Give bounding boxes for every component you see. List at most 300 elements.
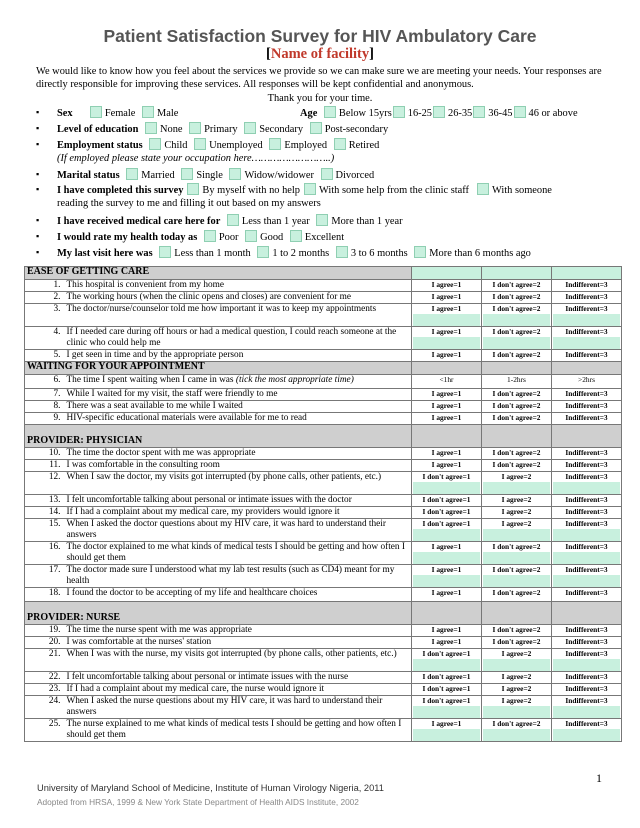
survey-question-row xyxy=(25,292,622,304)
section-title: PROVIDER: PHYSICIAN xyxy=(25,425,412,448)
question-text-cell xyxy=(65,327,412,350)
question-number: 18. xyxy=(25,588,65,602)
answer-option-cell[interactable] xyxy=(482,460,552,472)
answer-option-cell[interactable] xyxy=(412,413,482,425)
employment-label: Employment status xyxy=(57,140,143,151)
checkbox-employment-retired[interactable] xyxy=(334,138,346,150)
question-text: I was comfortable at the nurses' station xyxy=(66,637,212,647)
answer-option-cell[interactable] xyxy=(552,684,622,696)
answer-tick-box[interactable] xyxy=(553,337,620,349)
answer-option-cell[interactable] xyxy=(552,401,622,413)
answer-option-cell[interactable] xyxy=(552,304,622,327)
checkbox-employment-child[interactable] xyxy=(149,138,161,150)
checkbox-marital-divorced[interactable] xyxy=(321,168,333,180)
answer-option-label: I agree=1 xyxy=(431,637,462,646)
answer-tick-box[interactable] xyxy=(413,659,480,671)
answer-option-cell[interactable] xyxy=(482,542,552,565)
question-text: When I saw the doctor, my visits got interrupted (by phone calls, other patients, etc.) xyxy=(66,472,382,482)
answer-option-cell[interactable] xyxy=(552,413,622,425)
answer-tick-box[interactable] xyxy=(413,729,480,741)
checkbox-age-16-25[interactable] xyxy=(393,106,405,118)
question-text-cell xyxy=(65,672,412,684)
answer-option-cell[interactable] xyxy=(552,327,622,350)
answer-option-cell[interactable] xyxy=(412,495,482,507)
question-text: The time the nurse spent with me was appropriate xyxy=(66,625,252,635)
answer-tick-box[interactable] xyxy=(553,314,620,326)
answer-tick-box[interactable] xyxy=(413,575,480,587)
answer-option-cell[interactable] xyxy=(482,649,552,672)
intro-text: We would like to know how you feel about the services we provide so we can make sure we are meeting your needs. Your responses are directly responsible for improving these services. All responses will be kept confidential and anonymous. xyxy=(36,66,602,90)
section-header-cell xyxy=(482,425,552,448)
answer-option-cell[interactable] xyxy=(482,637,552,649)
answer-option-label: I agree=1 xyxy=(431,350,462,359)
answer-option-cell[interactable] xyxy=(412,696,482,719)
answer-option-label: I agree=1 xyxy=(431,292,462,301)
answer-option-label: I agree=2 xyxy=(501,495,532,504)
checkbox-health-poor[interactable] xyxy=(204,230,216,242)
answer-option-cell[interactable] xyxy=(552,565,622,588)
question-text: This hospital is convenient from my home xyxy=(66,280,225,290)
answer-option-cell[interactable] xyxy=(482,304,552,327)
option-age-36-45: 36-45 xyxy=(488,108,513,119)
footer-institution: University of Maryland School of Medicine, Institute of Human Virology Nigeria, 2011 xyxy=(37,783,384,793)
answer-option-cell[interactable] xyxy=(552,542,622,565)
answer-option-cell[interactable] xyxy=(552,588,622,602)
checkbox-education-post-secondary[interactable] xyxy=(310,122,322,134)
question-text-cell xyxy=(65,637,412,649)
answer-option-label: I agree=1 xyxy=(431,401,462,410)
survey-question-row xyxy=(25,637,622,649)
checkbox-health-excellent[interactable] xyxy=(290,230,302,242)
section-header-cell xyxy=(412,602,482,625)
bullet-icon: ▪ xyxy=(36,215,40,225)
section-title: PROVIDER: NURSE xyxy=(25,602,412,625)
answer-tick-box[interactable] xyxy=(483,529,550,541)
question-text-cell xyxy=(65,684,412,696)
survey-question-row xyxy=(25,280,622,292)
answer-option-label: I don't agree=2 xyxy=(492,280,541,289)
answer-option-cell[interactable] xyxy=(482,684,552,696)
answer-option-label: Indifferent=3 xyxy=(565,472,608,481)
facility-placeholder: Name of facility xyxy=(270,46,370,62)
answer-option-label: I don't agree=1 xyxy=(422,684,471,693)
checkbox-education-secondary[interactable] xyxy=(244,122,256,134)
answer-option-label: I don't agree=2 xyxy=(492,719,541,728)
facility-name xyxy=(0,46,640,63)
education-label: Level of education xyxy=(57,124,139,135)
question-text-cell xyxy=(65,565,412,588)
answer-option-cell[interactable] xyxy=(412,350,482,362)
survey-question-row xyxy=(25,350,622,362)
option-completed-staff-help: With some help from the clinic staff xyxy=(318,185,469,196)
answer-option-cell[interactable] xyxy=(412,542,482,565)
survey-question-row xyxy=(25,519,622,542)
answer-option-cell[interactable] xyxy=(482,292,552,304)
answer-option-label: I agree=1 xyxy=(431,719,462,728)
option-care-less-1-year: Less than 1 year xyxy=(241,216,310,227)
question-text: The working hours (when the clinic opens and closes) are convenient for me xyxy=(66,292,351,302)
checkbox-care-more-1-year[interactable] xyxy=(316,214,328,226)
answer-option-cell[interactable] xyxy=(552,292,622,304)
checkbox-education-none[interactable] xyxy=(145,122,157,134)
bullet-icon: ▪ xyxy=(36,184,40,194)
question-text-cell xyxy=(65,472,412,495)
question-number: 14. xyxy=(25,507,65,519)
answer-option-cell[interactable] xyxy=(552,460,622,472)
answer-option-label: I don't agree=1 xyxy=(422,696,471,705)
question-text-cell xyxy=(65,292,412,304)
answer-option-label: Indifferent=3 xyxy=(565,542,608,551)
answer-option-cell[interactable] xyxy=(412,684,482,696)
answer-option-label: Indifferent=3 xyxy=(565,327,608,336)
option-age-16-25: 16-25 xyxy=(407,108,432,119)
answer-option-label: I agree=2 xyxy=(501,507,532,516)
survey-table xyxy=(24,266,622,742)
option-visit-less-1-month: Less than 1 month xyxy=(174,248,251,259)
answer-option-cell[interactable] xyxy=(412,375,482,389)
answer-option-label: I don't agree=2 xyxy=(492,413,541,422)
answer-option-cell[interactable] xyxy=(482,389,552,401)
answer-tick-box[interactable] xyxy=(483,552,550,564)
answer-option-label: I don't agree=2 xyxy=(492,350,541,359)
survey-question-row xyxy=(25,413,622,425)
option-visit-3-6-months: 3 to 6 months xyxy=(350,248,408,259)
question-text: While I waited for my visit, the staff were friendly to me xyxy=(66,389,278,399)
answer-option-cell[interactable] xyxy=(412,565,482,588)
checkbox-visit-less-1-month[interactable] xyxy=(159,246,171,258)
answer-option-cell[interactable] xyxy=(412,672,482,684)
answer-option-cell[interactable] xyxy=(412,292,482,304)
answer-option-label: I don't agree=2 xyxy=(492,588,541,597)
answer-option-cell[interactable] xyxy=(412,625,482,637)
question-text-cell xyxy=(65,460,412,472)
checkbox-visit-1-2-months[interactable] xyxy=(257,246,269,258)
question-text-cell xyxy=(65,350,412,362)
answer-option-cell[interactable] xyxy=(552,389,622,401)
section-header-cell xyxy=(552,602,622,625)
question-text: I get seen in time and by the appropriate person xyxy=(66,350,244,360)
answer-option-label: Indifferent=3 xyxy=(565,350,608,359)
option-employment-employed: Employed xyxy=(284,140,328,151)
answer-tick-box[interactable] xyxy=(413,314,480,326)
checkbox-education-primary[interactable] xyxy=(189,122,201,134)
section-header-cell xyxy=(552,362,622,375)
answer-option-label: I agree=1 xyxy=(431,625,462,634)
answer-option-cell[interactable] xyxy=(412,389,482,401)
answer-option-cell[interactable] xyxy=(482,401,552,413)
section-header xyxy=(25,602,622,625)
answer-option-cell[interactable] xyxy=(412,649,482,672)
checkbox-age-26-35[interactable] xyxy=(433,106,445,118)
answer-option-label: I don't agree=1 xyxy=(422,649,471,658)
answer-option-cell[interactable] xyxy=(482,507,552,519)
checkbox-age-below-15[interactable] xyxy=(324,106,336,118)
answer-option-label: I agree=1 xyxy=(431,460,462,469)
answer-tick-box[interactable] xyxy=(553,552,620,564)
marital-label: Marital status xyxy=(57,170,120,181)
bullet-icon: ▪ xyxy=(36,169,40,179)
checkbox-visit-3-6-months[interactable] xyxy=(336,246,348,258)
answer-option-cell[interactable] xyxy=(552,696,622,719)
question-number: 11. xyxy=(25,460,65,472)
question-text: I felt uncomfortable talking about personal or intimate issues with the nurse xyxy=(66,672,349,682)
question-text-cell xyxy=(65,588,412,602)
answer-option-cell[interactable] xyxy=(482,625,552,637)
answer-option-cell[interactable] xyxy=(482,565,552,588)
answer-option-cell[interactable] xyxy=(482,696,552,719)
question-number: 9. xyxy=(25,413,65,425)
answer-option-label: Indifferent=3 xyxy=(565,637,608,646)
answer-option-label: I agree=1 xyxy=(431,389,462,398)
answer-option-label: I don't agree=2 xyxy=(492,327,541,336)
answer-option-cell[interactable] xyxy=(552,519,622,542)
last-visit-label: My last visit here was xyxy=(57,248,153,259)
section-header xyxy=(25,362,622,375)
completed-label: I have completed this survey xyxy=(57,185,184,196)
question-number: 13. xyxy=(25,495,65,507)
answer-option-label: >2hrs xyxy=(578,375,595,384)
answer-option-cell[interactable] xyxy=(412,637,482,649)
question-text-cell xyxy=(65,304,412,327)
answer-option-label: Indifferent=3 xyxy=(565,684,608,693)
checkbox-employment-unemployed[interactable] xyxy=(194,138,206,150)
checkbox-male[interactable] xyxy=(142,106,154,118)
answer-option-label: Indifferent=3 xyxy=(565,448,608,457)
answer-tick-box[interactable] xyxy=(483,659,550,671)
checkbox-female[interactable] xyxy=(90,106,102,118)
answer-option-label: I don't agree=1 xyxy=(422,672,471,681)
answer-tick-box[interactable] xyxy=(483,706,550,718)
answer-option-cell[interactable] xyxy=(482,719,552,742)
answer-option-cell[interactable] xyxy=(552,472,622,495)
survey-question-row xyxy=(25,304,622,327)
option-age-46-above: 46 or above xyxy=(528,108,578,119)
option-male: Male xyxy=(157,108,179,119)
answer-option-cell[interactable] xyxy=(482,375,552,389)
checkbox-health-good[interactable] xyxy=(245,230,257,242)
answer-tick-box[interactable] xyxy=(483,314,550,326)
answer-option-cell[interactable] xyxy=(412,327,482,350)
option-age-26-35: 26-35 xyxy=(448,108,473,119)
survey-question-row xyxy=(25,542,622,565)
answer-option-label: I don't agree=1 xyxy=(422,519,471,528)
section-title: EASE OF GETTING CARE xyxy=(25,267,412,280)
answer-option-cell[interactable] xyxy=(552,350,622,362)
answer-tick-box[interactable] xyxy=(413,552,480,564)
answer-tick-box[interactable] xyxy=(413,529,480,541)
answer-option-cell[interactable] xyxy=(412,472,482,495)
option-education-none: None xyxy=(160,124,183,135)
answer-option-label: I don't agree=2 xyxy=(492,292,541,301)
question-text-cell xyxy=(65,519,412,542)
question-note: (tick the most appropriate time) xyxy=(235,375,354,385)
checkbox-care-less-1-year[interactable] xyxy=(227,214,239,226)
checkbox-marital-married[interactable] xyxy=(126,168,138,180)
bullet-icon: ▪ xyxy=(36,231,40,241)
answer-option-cell[interactable] xyxy=(552,375,622,389)
answer-option-cell[interactable] xyxy=(552,448,622,460)
answer-tick-box[interactable] xyxy=(553,482,620,494)
answer-option-cell[interactable] xyxy=(482,472,552,495)
page-number: 1 xyxy=(596,771,602,785)
answer-tick-box[interactable] xyxy=(413,337,480,349)
answer-tick-box[interactable] xyxy=(483,482,550,494)
question-text-cell xyxy=(65,280,412,292)
question-number: 6. xyxy=(25,375,65,389)
answer-option-cell[interactable] xyxy=(412,519,482,542)
answer-option-cell[interactable] xyxy=(412,280,482,292)
answer-tick-box[interactable] xyxy=(553,729,620,741)
section-header-cell xyxy=(412,362,482,375)
occupation-note: (If employed please state your occupation here……………………..) xyxy=(57,153,335,164)
survey-question-row xyxy=(25,696,622,719)
answer-tick-box[interactable] xyxy=(553,529,620,541)
answer-option-label: Indifferent=3 xyxy=(565,292,608,301)
answer-option-label: 1-2hrs xyxy=(507,375,526,384)
answer-option-cell[interactable] xyxy=(412,719,482,742)
answer-option-cell[interactable] xyxy=(552,495,622,507)
answer-option-label: I agree=1 xyxy=(431,565,462,574)
answer-option-cell[interactable] xyxy=(482,672,552,684)
care-duration-label: I have received medical care here for xyxy=(57,216,221,227)
answer-option-label: I agree=1 xyxy=(431,448,462,457)
answer-option-cell[interactable] xyxy=(412,507,482,519)
bullet-icon: ▪ xyxy=(36,247,40,257)
answer-option-cell[interactable] xyxy=(552,719,622,742)
question-number: 16. xyxy=(25,542,65,565)
answer-option-cell[interactable] xyxy=(482,588,552,602)
answer-option-label: Indifferent=3 xyxy=(565,401,608,410)
option-visit-more-6-months: More than 6 months ago xyxy=(429,248,531,259)
answer-option-label: I agree=1 xyxy=(431,413,462,422)
checkbox-visit-more-6-months[interactable] xyxy=(414,246,426,258)
answer-option-cell[interactable] xyxy=(552,507,622,519)
checkbox-age-36-45[interactable] xyxy=(473,106,485,118)
answer-option-label: Indifferent=3 xyxy=(565,696,608,705)
question-number: 21. xyxy=(25,649,65,672)
option-education-secondary: Secondary xyxy=(259,124,304,135)
answer-tick-box[interactable] xyxy=(553,659,620,671)
option-employment-retired: Retired xyxy=(348,140,380,151)
question-text-cell xyxy=(65,401,412,413)
checkbox-marital-single[interactable] xyxy=(181,168,193,180)
answer-option-label: I agree=2 xyxy=(501,696,532,705)
age-label: Age xyxy=(300,108,318,119)
option-employment-unemployed: Unemployed xyxy=(209,140,263,151)
answer-option-cell[interactable] xyxy=(412,448,482,460)
answer-option-cell[interactable] xyxy=(482,495,552,507)
answer-option-cell[interactable] xyxy=(482,413,552,425)
answer-option-cell[interactable] xyxy=(552,625,622,637)
answer-option-cell[interactable] xyxy=(482,519,552,542)
answer-option-label: Indifferent=3 xyxy=(565,625,608,634)
question-text: If I needed care during off hours or had a medical question, I could reach someone at the clinic who could help me xyxy=(66,327,397,348)
survey-question-row xyxy=(25,448,622,460)
answer-option-cell[interactable] xyxy=(412,304,482,327)
answer-option-label: <1hr xyxy=(439,375,454,384)
answer-option-label: Indifferent=3 xyxy=(565,413,608,422)
survey-question-row xyxy=(25,625,622,637)
bullet-icon: ▪ xyxy=(36,107,40,117)
answer-option-cell[interactable] xyxy=(412,401,482,413)
answer-option-label: I don't agree=2 xyxy=(492,304,541,313)
option-employment-child: Child xyxy=(164,140,188,151)
survey-question-row xyxy=(25,507,622,519)
question-number: 7. xyxy=(25,389,65,401)
question-text: There was a seat available to me while I waited xyxy=(66,401,243,411)
answer-option-label: I agree=1 xyxy=(431,304,462,313)
answer-option-cell[interactable] xyxy=(482,350,552,362)
answer-option-label: I don't agree=2 xyxy=(492,389,541,398)
answer-option-label: I agree=2 xyxy=(501,519,532,528)
answer-option-cell[interactable] xyxy=(482,327,552,350)
page-title: Patient Satisfaction Survey for HIV Ambulatory Care xyxy=(103,26,537,46)
answer-tick-box[interactable] xyxy=(413,706,480,718)
checkbox-completed-someone[interactable] xyxy=(477,183,489,195)
answer-option-label: Indifferent=3 xyxy=(565,460,608,469)
answer-tick-box[interactable] xyxy=(483,729,550,741)
question-text-cell xyxy=(65,542,412,565)
survey-question-row xyxy=(25,375,622,389)
answer-option-cell[interactable] xyxy=(552,637,622,649)
checkbox-completed-staff-help[interactable] xyxy=(304,183,316,195)
answer-tick-box[interactable] xyxy=(483,575,550,587)
option-education-post-secondary: Post-secondary xyxy=(324,124,389,135)
section-header-cell xyxy=(482,267,552,280)
answer-option-cell[interactable] xyxy=(552,672,622,684)
survey-question-row xyxy=(25,401,622,413)
question-number: 15. xyxy=(25,519,65,542)
section-header-cell xyxy=(482,602,552,625)
survey-question-row xyxy=(25,649,622,672)
section-header-cell xyxy=(552,425,622,448)
answer-option-cell[interactable] xyxy=(552,649,622,672)
option-health-poor: Poor xyxy=(218,232,239,243)
answer-tick-box[interactable] xyxy=(553,575,620,587)
answer-option-cell[interactable] xyxy=(482,448,552,460)
completed-continuation: reading the survey to me and filling it out based on my answers xyxy=(57,198,321,209)
answer-option-cell[interactable] xyxy=(412,588,482,602)
checkbox-employment-employed[interactable] xyxy=(269,138,281,150)
answer-tick-box[interactable] xyxy=(413,482,480,494)
bullet-icon: ▪ xyxy=(36,123,40,133)
checkbox-age-46-above[interactable] xyxy=(514,106,526,118)
section-header xyxy=(25,267,622,280)
survey-question-row xyxy=(25,495,622,507)
health-label: I would rate my health today as xyxy=(57,232,198,243)
answer-tick-box[interactable] xyxy=(553,706,620,718)
answer-option-label: I don't agree=1 xyxy=(422,507,471,516)
section-header-cell xyxy=(552,267,622,280)
checkbox-marital-widow[interactable] xyxy=(229,168,241,180)
answer-option-label: I agree=1 xyxy=(431,588,462,597)
answer-tick-box[interactable] xyxy=(483,337,550,349)
question-number: 23. xyxy=(25,684,65,696)
survey-question-row xyxy=(25,719,622,742)
question-text: When I was with the nurse, my visits got interrupted (by phone calls, other patients, etc.) xyxy=(66,649,397,659)
question-text-cell xyxy=(65,375,412,389)
question-text: The doctor made sure I understood what my lab test results (such as CD4) meant for my health xyxy=(66,565,395,586)
checkbox-completed-myself[interactable] xyxy=(187,183,199,195)
answer-option-cell[interactable] xyxy=(552,280,622,292)
answer-option-cell[interactable] xyxy=(412,460,482,472)
answer-option-cell[interactable] xyxy=(482,280,552,292)
section-header-cell xyxy=(482,362,552,375)
answer-option-label: I agree=2 xyxy=(501,649,532,658)
question-text-cell xyxy=(65,649,412,672)
question-text: When I asked the doctor questions about my HIV care, it was hard to understand their answers xyxy=(66,519,386,540)
option-care-more-1-year: More than 1 year xyxy=(331,216,403,227)
